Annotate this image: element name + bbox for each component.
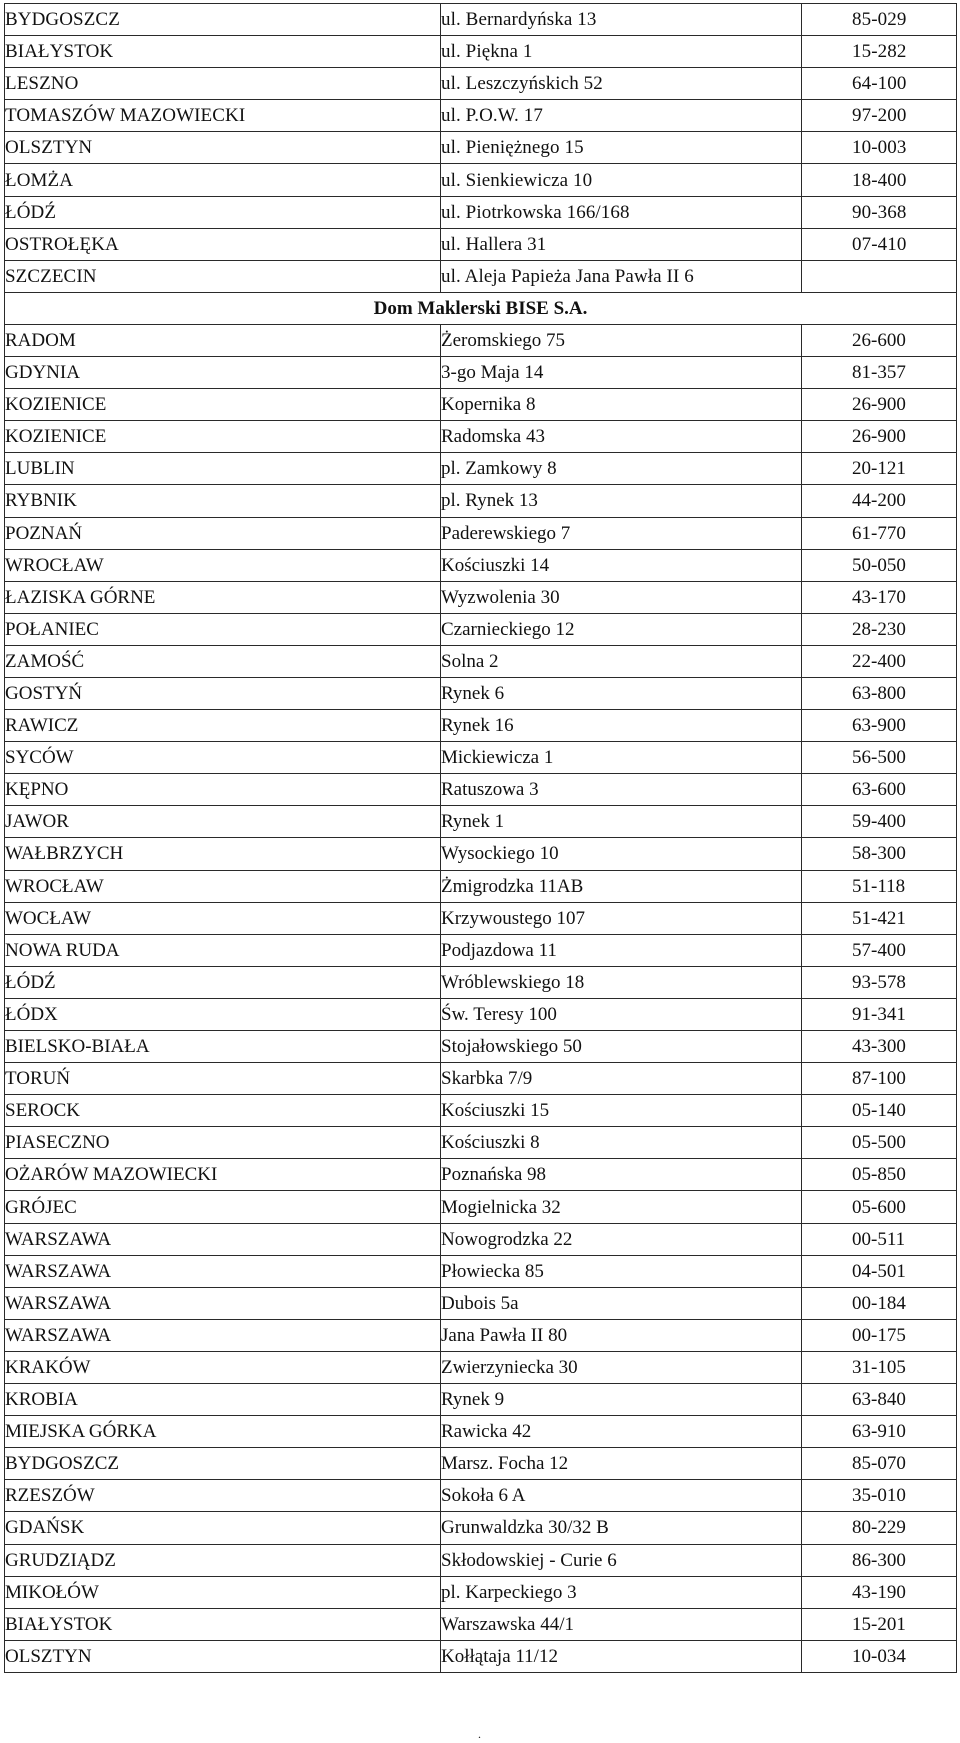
city-cell: KOZIENICE [5, 389, 441, 421]
postal-code-cell [802, 1063, 957, 1095]
postal-code-cell [802, 1191, 957, 1223]
postal-code-cell [802, 517, 957, 549]
postal-code: 35-010 [852, 1485, 906, 1507]
city-cell: NOWA RUDA [5, 934, 441, 966]
address-row [5, 1223, 957, 1255]
city-cell: RYBNIK [5, 485, 441, 517]
postal-code: 56-500 [852, 747, 906, 769]
postal-code: 63-840 [852, 1389, 906, 1411]
address-row [5, 710, 957, 742]
street-cell: 3-go Maja 14 [441, 357, 802, 389]
postal-code-cell [802, 1416, 957, 1448]
postal-code-cell [802, 1448, 957, 1480]
section-header-row [5, 292, 957, 324]
city-cell: KĘPNO [5, 774, 441, 806]
address-row [5, 260, 957, 292]
address-row [5, 100, 957, 132]
address-row [5, 902, 957, 934]
street-cell: Rynek 9 [441, 1384, 802, 1416]
postal-code-cell [802, 1255, 957, 1287]
city-cell: ŁÓDŹ [5, 196, 441, 228]
address-row [5, 1416, 957, 1448]
postal-code-cell [802, 1223, 957, 1255]
street-cell: ul. Bernardyńska 13 [441, 4, 802, 36]
city-cell: SEROCK [5, 1095, 441, 1127]
postal-code-cell [802, 132, 957, 164]
city-cell: WARSZAWA [5, 1223, 441, 1255]
postal-code: 05-850 [852, 1164, 906, 1186]
city-cell: KOZIENICE [5, 421, 441, 453]
city-cell: RZESZÓW [5, 1480, 441, 1512]
postal-code-cell [802, 1640, 957, 1672]
street-cell: Żmigrodzka 11AB [441, 870, 802, 902]
postal-code-cell [802, 453, 957, 485]
postal-code-cell [802, 1095, 957, 1127]
city-cell: LESZNO [5, 68, 441, 100]
city-cell: WROCŁAW [5, 870, 441, 902]
street-cell: Radomska 43 [441, 421, 802, 453]
postal-code-cell [802, 1576, 957, 1608]
city-cell: ZAMOŚĆ [5, 645, 441, 677]
street-cell: Nowogrodzka 22 [441, 1223, 802, 1255]
street-cell: ul. Piękna 1 [441, 36, 802, 68]
street-cell: Dubois 5a [441, 1287, 802, 1319]
city-cell: WOCŁAW [5, 902, 441, 934]
postal-code-cell [802, 581, 957, 613]
city-cell: MIEJSKA GÓRKA [5, 1416, 441, 1448]
postal-code: 20-121 [852, 458, 906, 480]
postal-code: 91-341 [852, 1003, 906, 1025]
postal-code: 31-105 [852, 1356, 906, 1378]
city-cell: GDAŃSK [5, 1512, 441, 1544]
address-row [5, 485, 957, 517]
address-row [5, 132, 957, 164]
city-cell: GDYNIA [5, 357, 441, 389]
city-cell: BYDGOSZCZ [5, 4, 441, 36]
city-cell: BIELSKO-BIAŁA [5, 1031, 441, 1063]
city-cell: MIKOŁÓW [5, 1576, 441, 1608]
city-cell: WARSZAWA [5, 1287, 441, 1319]
street-cell: Marsz. Focha 12 [441, 1448, 802, 1480]
street-cell: Krzywoustego 107 [441, 902, 802, 934]
address-row [5, 1095, 957, 1127]
branch-address-table [4, 3, 957, 1673]
address-row [5, 228, 957, 260]
postal-code: 05-500 [852, 1132, 906, 1154]
street-cell: Skarbka 7/9 [441, 1063, 802, 1095]
street-cell: ul. Hallera 31 [441, 228, 802, 260]
postal-code: 50-050 [852, 554, 906, 576]
city-cell: ŁÓDX [5, 998, 441, 1030]
postal-code: 43-170 [852, 586, 906, 608]
address-row [5, 1287, 957, 1319]
postal-code-cell [802, 645, 957, 677]
postal-code: 15-282 [852, 41, 907, 63]
postal-code-cell [802, 1031, 957, 1063]
city-cell: BIAŁYSTOK [5, 1608, 441, 1640]
postal-code: 05-140 [852, 1100, 906, 1122]
postal-code-cell [802, 100, 957, 132]
city-cell: GRÓJEC [5, 1191, 441, 1223]
city-cell: WARSZAWA [5, 1319, 441, 1351]
address-row [5, 1031, 957, 1063]
street-cell: ul. P.O.W. 17 [441, 100, 802, 132]
postal-code: 00-184 [852, 1292, 906, 1314]
address-row [5, 36, 957, 68]
address-row [5, 870, 957, 902]
street-cell: ul. Pieniężnego 15 [441, 132, 802, 164]
postal-code-cell [802, 902, 957, 934]
street-cell: Rynek 16 [441, 710, 802, 742]
postal-code: 59-400 [852, 811, 906, 833]
address-row [5, 517, 957, 549]
address-row [5, 421, 957, 453]
postal-code-cell [802, 4, 957, 36]
city-cell: WAŁBRZYCH [5, 838, 441, 870]
street-cell: Płowiecka 85 [441, 1255, 802, 1287]
city-cell: POZNAŃ [5, 517, 441, 549]
postal-code: 80-229 [852, 1517, 906, 1539]
postal-code: 18-400 [852, 169, 907, 191]
street-cell: ul. Sienkiewicza 10 [441, 164, 802, 196]
postal-code: 15-201 [852, 1613, 906, 1635]
postal-code: 63-600 [852, 779, 906, 801]
address-row [5, 806, 957, 838]
postal-code: 51-118 [852, 875, 906, 897]
street-cell: Św. Teresy 100 [441, 998, 802, 1030]
address-row [5, 549, 957, 581]
postal-code: 26-600 [852, 329, 906, 351]
city-cell: BYDGOSZCZ [5, 1448, 441, 1480]
address-table-body [5, 4, 957, 1673]
address-row [5, 774, 957, 806]
address-row [5, 453, 957, 485]
postal-code-cell [802, 549, 957, 581]
street-cell: ul. Piotrkowska 166/168 [441, 196, 802, 228]
street-cell: Kopernika 8 [441, 389, 802, 421]
street-cell: Paderewskiego 7 [441, 517, 802, 549]
postal-code: 61-770 [852, 522, 906, 544]
street-cell: Kościuszki 8 [441, 1127, 802, 1159]
postal-code-cell [802, 1480, 957, 1512]
postal-code-cell [802, 36, 957, 68]
street-cell: Skłodowskiej - Curie 6 [441, 1544, 802, 1576]
postal-code-cell [802, 1608, 957, 1640]
postal-code: 90-368 [852, 201, 907, 223]
postal-code: 44-200 [852, 490, 906, 512]
city-cell: OSTROŁĘKA [5, 228, 441, 260]
street-cell: ul. Aleja Papieża Jana Pawła II 6 [441, 260, 802, 292]
address-row [5, 677, 957, 709]
street-cell: Mogielnicka 32 [441, 1191, 802, 1223]
city-cell: KRAKÓW [5, 1351, 441, 1383]
address-row [5, 164, 957, 196]
street-cell: Żeromskiego 75 [441, 324, 802, 356]
postal-code-cell [802, 68, 957, 100]
address-row [5, 1319, 957, 1351]
postal-code-cell [802, 1319, 957, 1351]
address-row [5, 1255, 957, 1287]
address-row [5, 581, 957, 613]
postal-code: 85-070 [852, 1453, 906, 1475]
postal-code-cell [802, 1544, 957, 1576]
postal-code-cell [802, 228, 957, 260]
address-row [5, 357, 957, 389]
street-cell: Zwierzyniecka 30 [441, 1351, 802, 1383]
address-row [5, 613, 957, 645]
street-cell: Stojałowskiego 50 [441, 1031, 802, 1063]
postal-code: 81-357 [852, 362, 906, 384]
city-cell: WROCŁAW [5, 549, 441, 581]
postal-code: 28-230 [852, 618, 906, 640]
postal-code: 05-600 [852, 1196, 906, 1218]
street-cell: Sokoła 6 A [441, 1480, 802, 1512]
postal-code: 64-100 [852, 73, 907, 95]
postal-code: 63-900 [852, 715, 906, 737]
postal-code: 86-300 [852, 1549, 906, 1571]
address-row [5, 645, 957, 677]
postal-code: 26-900 [852, 394, 906, 416]
postal-code-cell [802, 966, 957, 998]
street-cell: Poznańska 98 [441, 1159, 802, 1191]
address-row [5, 1127, 957, 1159]
postal-code: 87-100 [852, 1068, 906, 1090]
street-cell: Wyzwolenia 30 [441, 581, 802, 613]
street-cell: pl. Zamkowy 8 [441, 453, 802, 485]
address-row [5, 1159, 957, 1191]
address-row [5, 1063, 957, 1095]
city-cell: BIAŁYSTOK [5, 36, 441, 68]
postal-code: 43-190 [852, 1581, 906, 1603]
street-cell: Podjazdowa 11 [441, 934, 802, 966]
postal-code-cell [802, 196, 957, 228]
postal-code: 63-800 [852, 683, 906, 705]
address-row [5, 934, 957, 966]
postal-code: 85-029 [852, 9, 907, 31]
address-row [5, 196, 957, 228]
city-cell: OLSZTYN [5, 1640, 441, 1672]
street-cell: Kościuszki 15 [441, 1095, 802, 1127]
city-cell: WARSZAWA [5, 1255, 441, 1287]
postal-code-cell [802, 998, 957, 1030]
postal-code: 07-410 [852, 233, 907, 255]
postal-code: 00-175 [852, 1324, 906, 1346]
postal-code-cell [802, 677, 957, 709]
postal-code-cell [802, 710, 957, 742]
postal-code-cell [802, 1351, 957, 1383]
street-cell: Mickiewicza 1 [441, 742, 802, 774]
postal-code: 26-900 [852, 426, 906, 448]
postal-code-cell [802, 1287, 957, 1319]
city-cell: LUBLIN [5, 453, 441, 485]
street-cell: Wysockiego 10 [441, 838, 802, 870]
postal-code: 57-400 [852, 939, 906, 961]
postal-code: 22-400 [852, 650, 906, 672]
postal-code-cell [802, 613, 957, 645]
address-row [5, 389, 957, 421]
city-cell: TOMASZÓW MAZOWIECKI [5, 100, 441, 132]
address-row [5, 1512, 957, 1544]
postal-code-cell [802, 742, 957, 774]
postal-code: 43-300 [852, 1036, 906, 1058]
street-cell: Ratuszowa 3 [441, 774, 802, 806]
address-row [5, 1191, 957, 1223]
postal-code: 10-034 [852, 1645, 906, 1667]
address-row [5, 324, 957, 356]
address-row [5, 998, 957, 1030]
postal-code: 00-511 [852, 1228, 906, 1250]
address-row [5, 1576, 957, 1608]
city-cell: ŁÓDŹ [5, 966, 441, 998]
city-cell: GRUDZIĄDZ [5, 1544, 441, 1576]
postal-code-cell [802, 1159, 957, 1191]
city-cell: ŁAZISKA GÓRNE [5, 581, 441, 613]
city-cell: SZCZECIN [5, 260, 441, 292]
postal-code-cell [802, 838, 957, 870]
address-row [5, 1480, 957, 1512]
postal-code-cell [802, 774, 957, 806]
address-row [5, 1448, 957, 1480]
address-row [5, 1640, 957, 1672]
street-cell: ul. Leszczyńskich 52 [441, 68, 802, 100]
postal-code-cell [802, 1384, 957, 1416]
address-row [5, 1544, 957, 1576]
city-cell: OLSZTYN [5, 132, 441, 164]
postal-code-cell [802, 806, 957, 838]
street-cell: Kościuszki 14 [441, 549, 802, 581]
street-cell: Warszawska 44/1 [441, 1608, 802, 1640]
street-cell: Czarnieckiego 12 [441, 613, 802, 645]
postal-code-cell [802, 485, 957, 517]
postal-code-cell [802, 1127, 957, 1159]
city-cell: OŻARÓW MAZOWIECKI [5, 1159, 441, 1191]
page-footer-mark: . [478, 1727, 481, 1741]
city-cell: SYCÓW [5, 742, 441, 774]
section-title: Dom Maklerski BISE S.A. [5, 292, 957, 324]
city-cell: TORUŃ [5, 1063, 441, 1095]
city-cell: JAWOR [5, 806, 441, 838]
street-cell: Rynek 1 [441, 806, 802, 838]
address-row [5, 966, 957, 998]
postal-code-cell [802, 870, 957, 902]
postal-code-cell [802, 421, 957, 453]
city-cell: PIASECZNO [5, 1127, 441, 1159]
city-cell: RAWICZ [5, 710, 441, 742]
address-row [5, 1608, 957, 1640]
city-cell: ŁOMŻA [5, 164, 441, 196]
city-cell: POŁANIEC [5, 613, 441, 645]
address-row [5, 4, 957, 36]
postal-code-cell [802, 934, 957, 966]
street-cell: Grunwaldzka 30/32 B [441, 1512, 802, 1544]
city-cell: RADOM [5, 324, 441, 356]
address-row [5, 838, 957, 870]
postal-code: 10-003 [852, 137, 907, 159]
postal-code-cell [802, 324, 957, 356]
address-row [5, 742, 957, 774]
postal-code-cell [802, 164, 957, 196]
postal-code: 97-200 [852, 105, 907, 127]
postal-code: 51-421 [852, 907, 906, 929]
postal-code-cell [802, 1512, 957, 1544]
address-row [5, 1351, 957, 1383]
street-cell: Solna 2 [441, 645, 802, 677]
city-cell: GOSTYŃ [5, 677, 441, 709]
street-cell: pl. Karpeckiego 3 [441, 1576, 802, 1608]
street-cell: pl. Rynek 13 [441, 485, 802, 517]
postal-code-cell [802, 260, 957, 292]
postal-code: 58-300 [852, 843, 906, 865]
address-row [5, 68, 957, 100]
postal-code-cell [802, 357, 957, 389]
city-cell: KROBIA [5, 1384, 441, 1416]
street-cell: Rawicka 42 [441, 1416, 802, 1448]
street-cell: Rynek 6 [441, 677, 802, 709]
postal-code: 04-501 [852, 1260, 906, 1282]
street-cell: Kołłątaja 11/12 [441, 1640, 802, 1672]
street-cell: Jana Pawła II 80 [441, 1319, 802, 1351]
address-row [5, 1384, 957, 1416]
postal-code: 63-910 [852, 1421, 906, 1443]
postal-code-cell [802, 389, 957, 421]
street-cell: Wróblewskiego 18 [441, 966, 802, 998]
postal-code: 93-578 [852, 971, 906, 993]
